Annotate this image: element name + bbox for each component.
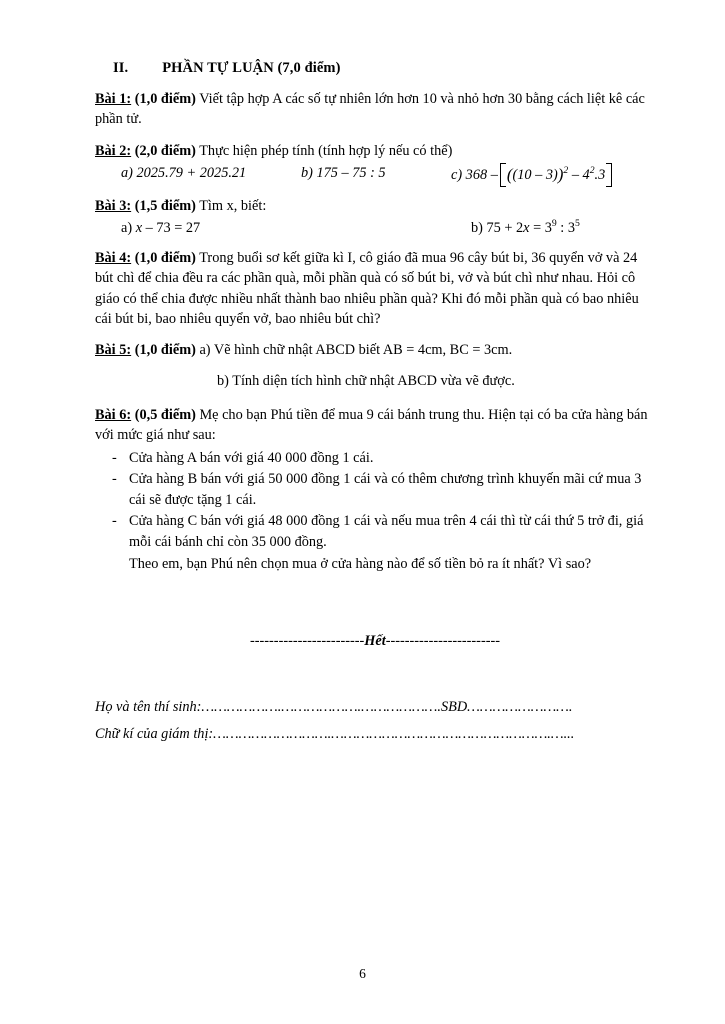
exercise-6-closing-question: Theo em, bạn Phú nên chọn mua ở cửa hàng nào để số tiền bỏ ra ít nhất? Vì sao?: [129, 556, 592, 573]
exercise-3-items: [121, 220, 655, 237]
exercise-5-sub-b: b) Tính diện tích hình chữ nhật ABCD vừa vẽ được.: [217, 372, 515, 389]
exercise-2-c-tail: .3: [594, 166, 606, 183]
section-number: II.: [113, 60, 129, 76]
exercise-2-item-c-prefix: c) 368 –: [451, 166, 498, 183]
exercise-2-text: Thực hiện phép tính (tính hợp lý nếu có thể): [199, 142, 453, 159]
exercise-1: [95, 89, 655, 130]
exercise-6-paragraph: [95, 405, 655, 446]
exercise-6-store-list: [95, 448, 655, 553]
exercise-2: [95, 141, 655, 185]
exercise-4-label: Bài 4:: [95, 250, 132, 267]
exercise-2-c-exp2: 2: [589, 165, 595, 177]
end-dashes-left: ------------------------: [250, 632, 365, 649]
exercise-3-label: Bài 3:: [95, 197, 132, 214]
exercise-5: [95, 340, 655, 391]
exercise-2-item-c-bracket: $((10 - 3))^2 - 4^2.3$: [500, 165, 612, 185]
exercise-1-text: Viết tập hợp A các số tự nhiên lớn hơn 10 và nhỏ hơn 30 bằng cách liệt kê các phần tử.: [95, 91, 645, 128]
exercise-3-b-prefix: b) 75 + 2: [471, 220, 524, 237]
exercise-4-paragraph: [95, 248, 655, 329]
exercise-6-points: (0,5 điểm): [134, 406, 196, 423]
exercise-5-points: (1,0 điểm): [134, 342, 196, 359]
exercise-2-paragraph: [95, 141, 655, 161]
exercise-3-b-exp1: 9: [551, 218, 557, 230]
exercise-6: [95, 405, 655, 575]
exercise-4-text: Trong buổi sơ kết giữa kì I, cô giáo đã mua 96 cây bút bi, 36 quyển vở và 24 bút chì để chia đều ra các phần quà, mỗi phần quà có số bút bi, vở và bút chì như nhau. Hỏi cô giáo có thể chia được nhiều nhất thành bao nhiêu phần quà? Khi đó mỗi phần quà có bao nhiêu cái bút bi, bao nhiêu quyển vở, bao nhiêu bút chì?: [95, 250, 639, 328]
exercise-3-b-div: : 3: [556, 220, 576, 237]
exercise-5-text: a) Vẽ hình chữ nhật ABCD biết AB = 4cm, BC = 3cm.: [199, 342, 513, 359]
exercise-3-b-eq: = 3: [529, 220, 552, 237]
end-label: Hết: [364, 632, 386, 649]
exercise-1-paragraph: [95, 89, 655, 130]
exercise-2-items: [121, 165, 655, 185]
exercise-2-item-c: [451, 165, 612, 185]
end-marker: [95, 633, 655, 650]
exercise-1-label: Bài 1:: [95, 91, 132, 107]
exercise-3: [95, 196, 655, 237]
exercise-2-item-b: b) 175 – 75 : 5: [301, 164, 386, 181]
section-heading: [95, 60, 655, 77]
exercise-4-points: (1,0 điểm): [134, 250, 196, 267]
list-item: - Cửa hàng A bán với giá 40 000 đồng 1 cái.: [95, 448, 655, 469]
exercise-3-a-prefix: a): [121, 220, 133, 237]
exercise-2-c-exp1: 2: [563, 165, 569, 177]
exercise-3-paragraph: [95, 196, 655, 216]
list-item: - Cửa hàng C bán với giá 48 000 đồng 1 cái và nếu mua trên 4 cái thì từ cái thứ 5 trở đi, giá mỗi cái bánh chỉ còn 35 000 đồng.: [95, 511, 655, 552]
exercise-2-label: Bài 2:: [95, 142, 132, 159]
exercise-3-item-b: [471, 220, 580, 237]
exercise-5-label: Bài 5:: [95, 342, 132, 359]
exercise-6-label: Bài 6:: [95, 406, 132, 423]
candidate-name-line: Họ và tên thí sinh:……………….……………….……………….SBD…………………….: [95, 698, 573, 715]
end-dashes-right: ------------------------: [385, 632, 500, 649]
exercise-2-item-a: a) 2025.79 + 2025.21: [121, 164, 247, 181]
section-title: PHẦN TỰ LUẬN (7,0 điểm): [162, 60, 341, 76]
proctor-signature-line: Chữ kí của giám thị:……………………….…………………………………………….…...: [95, 725, 575, 742]
exercise-2-points: (2,0 điểm): [134, 142, 196, 159]
exercise-3-b-exp2: 5: [575, 218, 580, 230]
exercise-3-points: (1,5 điểm): [134, 197, 196, 214]
list-item: - Cửa hàng B bán với giá 50 000 đồng 1 cái và có thêm chương trình khuyến mãi cứ mua 3 cái sẽ được tặng 1 cái.: [95, 469, 655, 510]
footer-fields: [95, 694, 655, 748]
exercise-1-points: (1,0 điểm): [134, 91, 196, 107]
exercise-2-c-minus: – 4: [571, 166, 590, 183]
exercise-3-a-rest: – 73 = 27: [142, 220, 201, 237]
exercise-3-item-a: [121, 220, 301, 237]
exercise-3-b-var: x: [523, 220, 530, 237]
exercise-4: [95, 248, 655, 329]
page-number: 6: [359, 966, 366, 981]
exercise-3-text: Tìm x, biết:: [199, 197, 267, 214]
exercise-3-a-var: x: [135, 220, 143, 237]
exercise-5-paragraph: [95, 340, 655, 360]
exercise-6-text: Mẹ cho bạn Phú tiền để mua 9 cái bánh trung thu. Hiện tại có ba cửa hàng bán với mức giá như sau:: [95, 406, 648, 444]
exercise-2-c-inner1: (10 – 3): [512, 166, 558, 183]
